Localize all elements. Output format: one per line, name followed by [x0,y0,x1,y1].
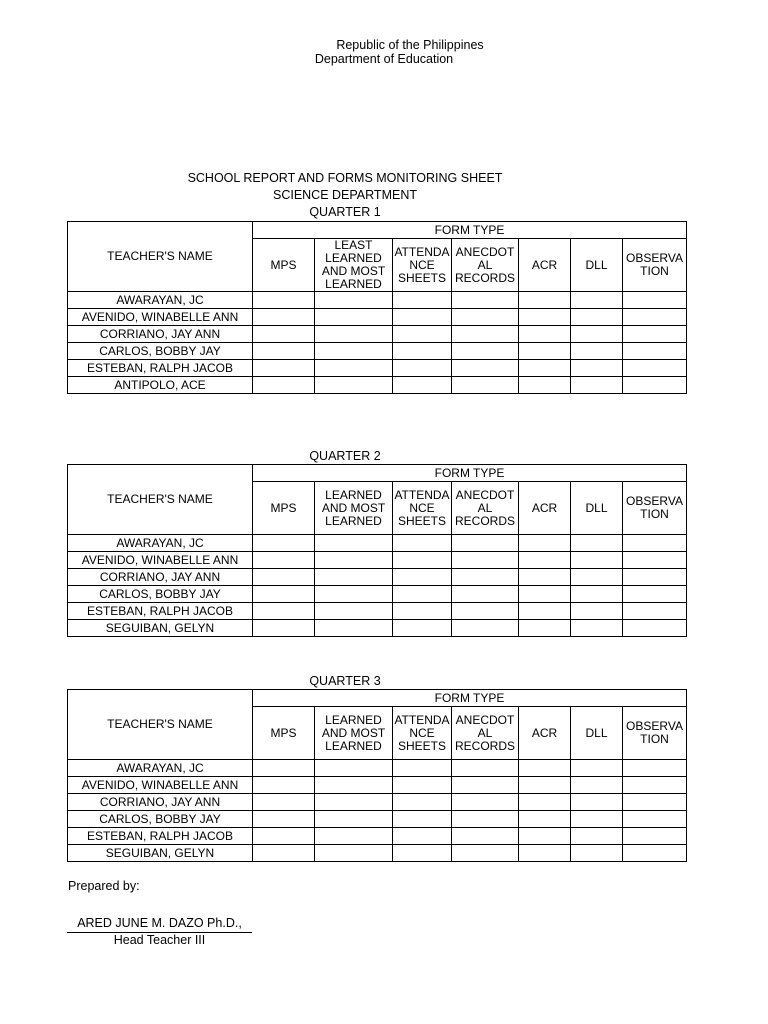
form-cell[interactable] [571,603,623,620]
form-cell[interactable] [253,845,315,862]
form-cell[interactable] [623,377,687,394]
teacher-name-cell: AVENIDO, WINABELLE ANN [68,777,253,794]
form-cell[interactable] [519,569,571,586]
form-cell[interactable] [315,777,393,794]
table-row [68,760,687,777]
column-header: ATTENDA NCE SHEETS [393,482,452,535]
column-header: ANECDOT AL RECORDS [452,482,519,535]
form-cell[interactable] [623,794,687,811]
form-type-header: FORM TYPE [253,222,687,239]
column-header: OBSERVA TION [623,707,687,760]
form-cell[interactable] [393,552,452,569]
table-row [68,326,687,343]
column-header: MPS [253,707,315,760]
form-cell[interactable] [315,760,393,777]
form-cell[interactable] [571,326,623,343]
form-cell[interactable] [452,326,519,343]
table-row [68,360,687,377]
table-row [68,309,687,326]
form-cell[interactable] [253,535,315,552]
teacher-name-cell: CORRIANO, JAY ANN [68,326,253,343]
form-cell[interactable] [393,845,452,862]
form-cell[interactable] [393,309,452,326]
form-cell[interactable] [315,794,393,811]
form-cell[interactable] [519,552,571,569]
table-row [68,845,687,862]
form-cell[interactable] [519,326,571,343]
form-cell[interactable] [315,309,393,326]
form-cell[interactable] [253,292,315,309]
form-cell[interactable] [253,620,315,637]
teacher-name-cell: AWARAYAN, JC [68,292,253,309]
teacher-name-cell: CARLOS, BOBBY JAY [68,343,253,360]
form-cell[interactable] [452,377,519,394]
form-cell[interactable] [623,343,687,360]
form-cell[interactable] [623,828,687,845]
form-cell[interactable] [571,343,623,360]
table-row [68,777,687,794]
form-cell[interactable] [253,760,315,777]
form-cell[interactable] [452,360,519,377]
form-cell[interactable] [315,326,393,343]
form-cell[interactable] [623,777,687,794]
form-cell[interactable] [393,360,452,377]
form-cell[interactable] [253,360,315,377]
form-cell[interactable] [623,292,687,309]
table-row [68,569,687,586]
form-cell[interactable] [519,811,571,828]
column-header: MPS [253,482,315,535]
form-cell[interactable] [253,552,315,569]
form-cell[interactable] [623,586,687,603]
teacher-name-cell: AVENIDO, WINABELLE ANN [68,309,253,326]
column-header: LEARNED AND MOST LEARNED [315,482,393,535]
form-cell[interactable] [393,292,452,309]
column-header: OBSERVA TION [623,482,687,535]
teacher-name-cell: CARLOS, BOBBY JAY [68,586,253,603]
form-cell[interactable] [452,620,519,637]
form-cell[interactable] [452,586,519,603]
form-cell[interactable] [452,569,519,586]
table-row [68,552,687,569]
teacher-name-cell: CORRIANO, JAY ANN [68,569,253,586]
form-cell[interactable] [253,309,315,326]
form-cell[interactable] [519,586,571,603]
quarter-label: QUARTER 3 [309,674,381,688]
form-cell[interactable] [623,309,687,326]
form-cell[interactable] [452,603,519,620]
form-cell[interactable] [452,309,519,326]
column-header: DLL [571,239,623,292]
form-cell[interactable] [571,811,623,828]
form-cell[interactable] [571,760,623,777]
form-cell[interactable] [571,569,623,586]
form-cell[interactable] [452,760,519,777]
teacher-name-cell: ESTEBAN, RALPH JACOB [68,603,253,620]
form-cell[interactable] [253,586,315,603]
form-cell[interactable] [253,326,315,343]
teacher-name-cell: CARLOS, BOBBY JAY [68,811,253,828]
table-row [68,377,687,394]
quarter-label: QUARTER 2 [309,449,381,463]
form-cell[interactable] [623,603,687,620]
table-row [68,828,687,845]
column-header: ATTENDA NCE SHEETS [393,707,452,760]
signatory-title: Head Teacher III [113,933,206,947]
column-header: MPS [253,239,315,292]
form-type-header: FORM TYPE [253,690,687,707]
quarter-label: QUARTER 1 [309,205,381,219]
form-cell[interactable] [519,360,571,377]
form-cell[interactable] [623,552,687,569]
column-header: ATTENDA NCE SHEETS [393,239,452,292]
column-header: DLL [571,482,623,535]
form-cell[interactable] [452,535,519,552]
teacher-name-cell: AVENIDO, WINABELLE ANN [68,552,253,569]
form-cell[interactable] [315,292,393,309]
form-cell[interactable] [253,794,315,811]
form-cell[interactable] [253,811,315,828]
teacher-name-cell: AWARAYAN, JC [68,760,253,777]
form-type-header: FORM TYPE [253,465,687,482]
form-cell[interactable] [571,552,623,569]
form-cell[interactable] [623,360,687,377]
form-cell[interactable] [519,377,571,394]
form-cell[interactable] [253,603,315,620]
form-cell[interactable] [519,845,571,862]
monitoring-table-quarter-2 [67,464,687,637]
form-cell[interactable] [452,292,519,309]
form-cell[interactable] [315,569,393,586]
form-cell[interactable] [519,292,571,309]
republic-label: Republic of the Philippines [336,38,484,52]
form-cell[interactable] [393,811,452,828]
column-header: LEARNED AND MOST LEARNED [315,707,393,760]
teacher-name-header: TEACHER'S NAME [68,690,253,760]
form-cell[interactable] [571,292,623,309]
form-cell[interactable] [315,828,393,845]
form-cell[interactable] [571,828,623,845]
form-cell[interactable] [315,535,393,552]
teacher-name-cell: ANTIPOLO, ACE [68,377,253,394]
form-cell[interactable] [393,326,452,343]
teacher-name-header: TEACHER'S NAME [68,222,253,292]
teacher-name-cell: ESTEBAN, RALPH JACOB [68,360,253,377]
table-row [68,811,687,828]
form-cell[interactable] [452,828,519,845]
form-cell[interactable] [393,828,452,845]
form-cell[interactable] [519,760,571,777]
form-cell[interactable] [393,794,452,811]
signatory-name: ARED JUNE M. DAZO Ph.D., [77,916,242,930]
form-cell[interactable] [571,360,623,377]
table-row [68,794,687,811]
form-cell[interactable] [452,845,519,862]
form-cell[interactable] [623,326,687,343]
form-cell[interactable] [315,360,393,377]
form-cell[interactable] [571,535,623,552]
teacher-name-cell: SEGUIBAN, GELYN [68,845,253,862]
form-cell[interactable] [519,535,571,552]
form-cell[interactable] [623,811,687,828]
form-cell[interactable] [571,777,623,794]
form-cell[interactable] [571,377,623,394]
column-header: DLL [571,707,623,760]
form-cell[interactable] [393,620,452,637]
form-cell[interactable] [519,603,571,620]
column-header: ACR [519,482,571,535]
form-cell[interactable] [519,343,571,360]
form-cell[interactable] [452,794,519,811]
form-cell[interactable] [253,828,315,845]
form-cell[interactable] [253,777,315,794]
form-cell[interactable] [393,535,452,552]
department-title: SCIENCE DEPARTMENT [272,188,417,202]
column-header: LEAST LEARNED AND MOST LEARNED [315,239,393,292]
form-cell[interactable] [393,343,452,360]
form-cell[interactable] [623,760,687,777]
form-cell[interactable] [315,343,393,360]
form-cell[interactable] [571,620,623,637]
form-cell[interactable] [393,760,452,777]
form-cell[interactable] [452,811,519,828]
form-cell[interactable] [315,586,393,603]
column-header: OBSERVA TION [623,239,687,292]
monitoring-table-quarter-1 [67,221,687,394]
form-cell[interactable] [519,794,571,811]
department-label: Department of Education [314,52,454,66]
form-cell[interactable] [452,552,519,569]
form-cell[interactable] [393,377,452,394]
form-cell[interactable] [315,552,393,569]
column-header: ANECDOT AL RECORDS [452,239,519,292]
table-row [68,343,687,360]
form-cell[interactable] [571,586,623,603]
form-cell[interactable] [623,620,687,637]
form-cell[interactable] [519,620,571,637]
form-cell[interactable] [571,845,623,862]
column-header: ACR [519,707,571,760]
table-row [68,292,687,309]
form-cell[interactable] [315,620,393,637]
form-cell[interactable] [623,535,687,552]
form-cell[interactable] [571,309,623,326]
table-row [68,535,687,552]
table-row [68,586,687,603]
form-cell[interactable] [452,343,519,360]
form-cell[interactable] [623,845,687,862]
teacher-name-cell: CORRIANO, JAY ANN [68,794,253,811]
form-cell[interactable] [519,309,571,326]
form-cell[interactable] [253,569,315,586]
table-row [68,620,687,637]
form-cell[interactable] [393,777,452,794]
monitoring-table-quarter-3 [67,689,687,862]
column-header: ANECDOT AL RECORDS [452,707,519,760]
form-cell[interactable] [315,845,393,862]
form-cell[interactable] [393,603,452,620]
teacher-name-cell: SEGUIBAN, GELYN [68,620,253,637]
form-cell[interactable] [315,811,393,828]
form-cell[interactable] [393,569,452,586]
report-title: SCHOOL REPORT AND FORMS MONITORING SHEET [187,171,503,185]
table-row [68,603,687,620]
form-cell[interactable] [315,603,393,620]
form-cell[interactable] [519,828,571,845]
form-cell[interactable] [623,569,687,586]
teacher-name-header: TEACHER'S NAME [68,465,253,535]
form-cell[interactable] [315,377,393,394]
form-cell[interactable] [253,377,315,394]
teacher-name-cell: ESTEBAN, RALPH JACOB [68,828,253,845]
form-cell[interactable] [452,777,519,794]
prepared-by-label: Prepared by: [68,879,140,893]
column-header: ACR [519,239,571,292]
form-cell[interactable] [253,343,315,360]
form-cell[interactable] [519,777,571,794]
teacher-name-cell: AWARAYAN, JC [68,535,253,552]
form-cell[interactable] [393,586,452,603]
form-cell[interactable] [571,794,623,811]
